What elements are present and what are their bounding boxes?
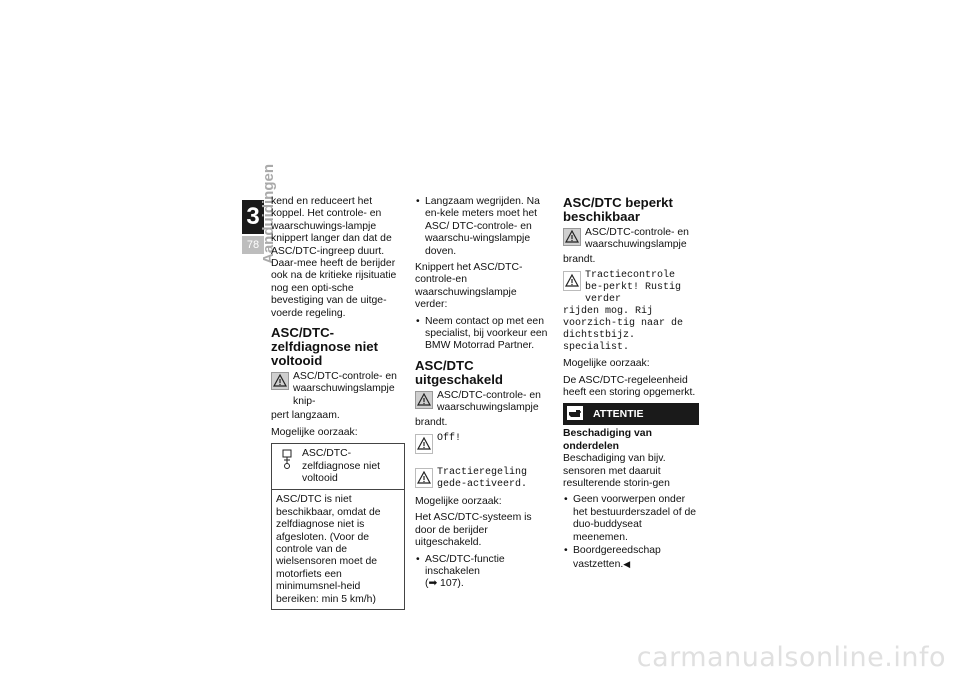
display-message-row — [563, 270, 699, 306]
watermark: carmanualsonline.info — [636, 642, 946, 673]
diagnosis-box-body: ASC/DTC is niet beschikbaar, omdat de zelfdiagnose niet is afgesloten. (Voor de controle van de wielsensoren moet de motorfiets een minimumsnel-heid bereiken: min 5 km/h) — [276, 494, 381, 605]
intro-paragraph: kend en reduceert het koppel. Het controle- en waarschuwings-lampje knippert langer dan dat de ASC/DTC-ingreep duurt. Daar-mee heeft de berijder ook na de kritieke rijsituatie nog een opti-sche bevestiging van de uitge-voerde regeling. — [271, 196, 397, 319]
indicator-row — [563, 227, 699, 252]
list-item: • Geen voorwerpen onder het bestuurderszadel of de duo-buddyseat meenemen. — [563, 494, 699, 544]
list-item-text: ASC/DTC-functie inschakelen — [425, 553, 505, 577]
display-message-row — [415, 433, 549, 458]
diagnosis-box-title: ASC/DTC-zelfdiagnose niet voltooid — [302, 448, 380, 484]
warning-triangle-icon — [563, 271, 581, 295]
warning-lamp-icon — [563, 228, 581, 250]
cause-text: Het ASC/DTC-systeem is door de berijder uitgeschakeld. — [415, 512, 532, 549]
list-item-text: Boordgereedschap vastzetten. — [573, 545, 661, 570]
diagnosis-box-header — [272, 444, 404, 490]
indicator-row — [271, 371, 405, 408]
column-2 — [415, 196, 549, 595]
heading-switched-off: ASC/DTC uitgeschakeld — [415, 357, 503, 387]
page-number: 78 — [242, 236, 264, 254]
column-3 — [563, 196, 699, 575]
indicator-continuation: pert langzaam. — [271, 410, 340, 422]
heading-self-diagnosis: ASC/DTC-zelfdiagnose niet voltooid — [271, 325, 378, 369]
indicator-row — [415, 390, 549, 415]
cause-label: Mogelijke oorzaak: — [563, 358, 650, 370]
bullet-list-3 — [415, 554, 549, 591]
list-item: • Neem contact op met een specialist, bij voorkeur een BMW Motorrad Partner. — [415, 316, 549, 353]
list-item — [563, 545, 699, 571]
sensor-wrench-icon — [280, 448, 294, 485]
pointing-hand-icon — [567, 406, 583, 423]
warning-triangle-icon — [415, 468, 433, 492]
list-item — [415, 554, 549, 591]
cause-label: Mogelijke oorzaak: — [271, 426, 358, 438]
indicator-text: ASC/DTC-controle- en waarschuwingslampje knip- — [293, 371, 397, 407]
warning-lamp-icon — [415, 391, 433, 413]
column-1 — [271, 196, 405, 614]
indicator-text: ASC/DTC-controle- en waarschuwingslampje — [437, 389, 541, 414]
paragraph-blinking: Knippert het ASC/DTC-controle-en waarschuwingslampje verder: — [415, 262, 523, 311]
indicator-continuation: brandt. — [563, 253, 596, 265]
list-item: • Langzaam wegrijden. Na en-kele meters moet het ASC/ DTC-controle- en waarschu-wingslampje doven. — [415, 196, 549, 258]
cause-label: Mogelijke oorzaak: — [415, 495, 502, 507]
chapter-tab: 3 — [242, 200, 264, 234]
damage-text: Beschadiging van bijv. sensoren met daaruit resulterende storin-gen — [563, 453, 670, 490]
end-mark-icon: ◀ — [623, 558, 631, 569]
bullet-list-2 — [415, 316, 549, 353]
page-reference-link[interactable]: (➡ 107). — [425, 578, 464, 590]
warning-lamp-icon — [271, 372, 289, 394]
display-message-deactivated: Tractieregeling gede-activeerd. — [437, 466, 528, 490]
cause-text: De ASC/DTC-regeleenheid heeft een storing opgemerkt. — [563, 374, 696, 399]
warning-triangle-icon — [415, 434, 433, 458]
indicator-text: ASC/DTC-controle- en waarschuwingslampje — [585, 227, 689, 251]
chapter-side-label: Aanduidingen — [260, 164, 277, 264]
damage-heading: Beschadiging van onderdelen — [563, 428, 652, 452]
attention-label: ATTENTIE — [593, 408, 644, 421]
heading-limited: ASC/DTC beperkt beschikbaar — [563, 195, 673, 224]
display-message-continuation: rijden mog. Rij voorzich-tig naar de dichtstbijz. specialist. — [563, 306, 684, 354]
diagnosis-box — [271, 443, 405, 610]
display-message-row — [415, 467, 549, 492]
display-message-off: Off! — [437, 433, 462, 445]
indicator-continuation: brandt. — [415, 416, 448, 428]
bullet-list-1 — [415, 196, 549, 258]
display-message-limited: Tractiecontrole be-perkt! Rustig verder — [585, 270, 682, 306]
attention-banner — [563, 403, 699, 425]
bullet-list — [563, 494, 699, 570]
